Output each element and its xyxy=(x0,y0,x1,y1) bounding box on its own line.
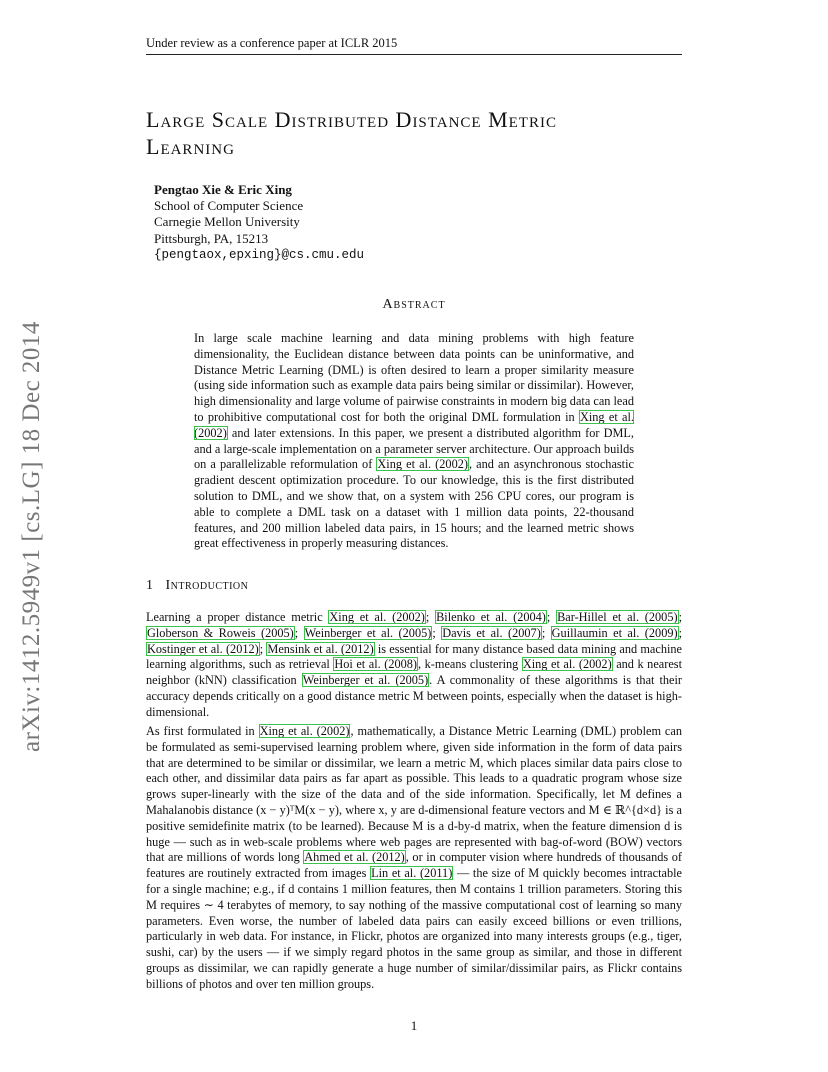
affiliation-location: Pittsburgh, PA, 15213 xyxy=(154,230,269,246)
body-text: ; xyxy=(432,625,442,640)
body-text: , k-means clustering xyxy=(418,657,522,672)
citation-link[interactable]: Xing et al. (2002) xyxy=(259,724,350,738)
citation-link[interactable]: Globerson & Roweis (2005) xyxy=(147,625,294,640)
citation-link[interactable]: Davis et al. (2007) xyxy=(442,625,541,640)
body-text: and k nearest neighbor (kNN) classification xyxy=(146,657,682,688)
section-number: 1 xyxy=(146,578,154,593)
body-text: ; xyxy=(294,625,304,640)
title-line-2: Learning xyxy=(146,134,235,159)
citation-link[interactable]: Xing et al. (2002) xyxy=(377,457,468,472)
body-text: ; xyxy=(546,610,557,624)
body-text: As first formulated in xyxy=(146,724,259,738)
intro-paragraph-1 xyxy=(146,610,682,721)
citation-link[interactable]: Weinberger et al. (2005) xyxy=(302,673,429,688)
affiliation-school: School of Computer Science xyxy=(154,198,304,214)
citation-link[interactable]: Guillaumin et al. (2009) xyxy=(551,625,678,640)
body-text: , mathematically, a Distance Metric Learning (DML) problem can be formulated as semi-supervised learning problem where, given side information in the form of data pairs that are determined to be similar or dissimilar, we learn a metric M, which places similar data pairs close to each other, and dissimilar data pairs as far apart as possible. This leads to a quadratic program whose size grows super-linearly with the size of the data and of the side information. Specifically, let M defines a Mahalanobis distance (x − y)ᵀM(x − y), where x, y are d-dimensional feature vectors and M ∈ ℝ^{d×d} is a positive semidefinite matrix (to be learned). Because M is a d-by-d matrix, when the feature dimension d is huge — such as in web-scale problems where web pages are represented with bag-of-word (BOW) vectors that are millions of words long xyxy=(146,724,682,865)
section-title: Introduction xyxy=(165,578,249,593)
body-text: is essential for many distance based data mining and machine learning algorithms, such as retrieval xyxy=(146,641,683,672)
citation-link[interactable]: Kostinger et al. (2012) xyxy=(147,641,259,656)
citation-link[interactable]: Lin et al. (2011) xyxy=(371,866,453,881)
citation-link[interactable]: Bar-Hillel et al. (2005) xyxy=(557,610,678,624)
running-header: Under review as a conference paper at ICLR 2015 xyxy=(146,36,682,55)
body-text: . A commonality of these algorithms is that their accuracy depends critically on a good distance metric M between points, especially when the dataset is high-dimensional. xyxy=(146,673,682,719)
intro-paragraph-2 xyxy=(146,724,682,993)
page-number: 1 xyxy=(410,1018,418,1033)
citation-link[interactable]: Xing et al. (2002) xyxy=(329,610,425,624)
citation-link[interactable]: Mensink et al. (2012) xyxy=(267,641,374,656)
section-heading xyxy=(146,578,248,594)
citation-link[interactable]: Bilenko et al. (2004) xyxy=(436,610,546,624)
author-names: Pengtao Xie & Eric Xing xyxy=(154,182,292,197)
body-text: ; xyxy=(425,610,436,624)
abstract-text-part: , and an asynchronous stochastic gradient descent optimization procedure. To our knowledge, this is the first distributed solution to DML, and we show that, on a system with 256 CPU cores, our program is able to complete a DML task on a dataset with 1 million data points, 22-thousand features, and 200 million labeled data pairs, in 15 hours; and the learned metric shows great effectiveness in properly measuring distances. xyxy=(194,457,634,551)
abstract-heading: Abstract xyxy=(382,297,446,312)
citation-link[interactable]: Xing et al. (2002) xyxy=(194,409,634,440)
author-email[interactable]: {pengtaox,epxing}@cs.cmu.edu xyxy=(154,247,365,262)
body-text: — the size of M quickly becomes intractable for a single machine; e.g., if d contains 1 million features, then M contains 1 trillion parameters. Storing this M requires ∼ 4 terabytes of memory, to say nothing of the massive computational cost of learning so many parameters. Even worse, the number of labeled data pairs can easily exceed billions or even trillions, particularly in web data. For instance, in Flickr, photos are organized into many interests groups (e.g., tiger, sushi, car) by the users — if we simply regard photos in the same group as similar, and those in different groups as dissimilar, we can rapidly generate a huge number of similar/dissimilar pairs, as Flickr contains billions of photos and over ten million groups. xyxy=(146,866,682,991)
title-line-1: Large Scale Distributed Distance Metric xyxy=(146,107,557,132)
abstract-text-part: and later extensions. In this paper, we present a distributed algorithm for DML, and a large-scale implementation on a parameter server architecture. Our approach builds on a parallelizable reformulation of xyxy=(194,425,634,472)
body-text: Learning a proper distance metric xyxy=(146,610,329,624)
citation-link[interactable]: Xing et al. (2002) xyxy=(522,657,612,672)
author-block xyxy=(154,182,364,263)
body-text: ; xyxy=(678,625,683,640)
body-text: , or in computer vision where hundreds of thousands of features are routinely extracted from images xyxy=(146,850,683,881)
arxiv-identifier: arXiv:1412.5949v1 [cs.LG] 18 Dec 2014 xyxy=(18,321,45,752)
paper-title xyxy=(146,106,686,160)
affiliation-university: Carnegie Mellon University xyxy=(154,214,300,230)
citation-link[interactable]: Weinberger et al. (2005) xyxy=(304,625,432,640)
body-text: ; xyxy=(541,625,551,640)
citation-link[interactable]: Hoi et al. (2008) xyxy=(334,657,418,672)
body-text: ; xyxy=(678,610,682,624)
abstract-text-part: In large scale machine learning and data mining problems with high feature dimensionality, the Euclidean distance between data points can be uninformative, and Distance Metric Learning (DML) is often desired to learn a proper similarity measure (using side information such as example data pairs being similar or dissimilar). However, high dimensionality and large volume of pairwise constraints in modern big data can lead to prohibitive computational cost for both the original DML formulation in xyxy=(194,331,634,424)
citation-link[interactable]: Ahmed et al. (2012) xyxy=(304,850,405,865)
abstract-text xyxy=(194,331,634,552)
body-text: ; xyxy=(259,641,267,656)
